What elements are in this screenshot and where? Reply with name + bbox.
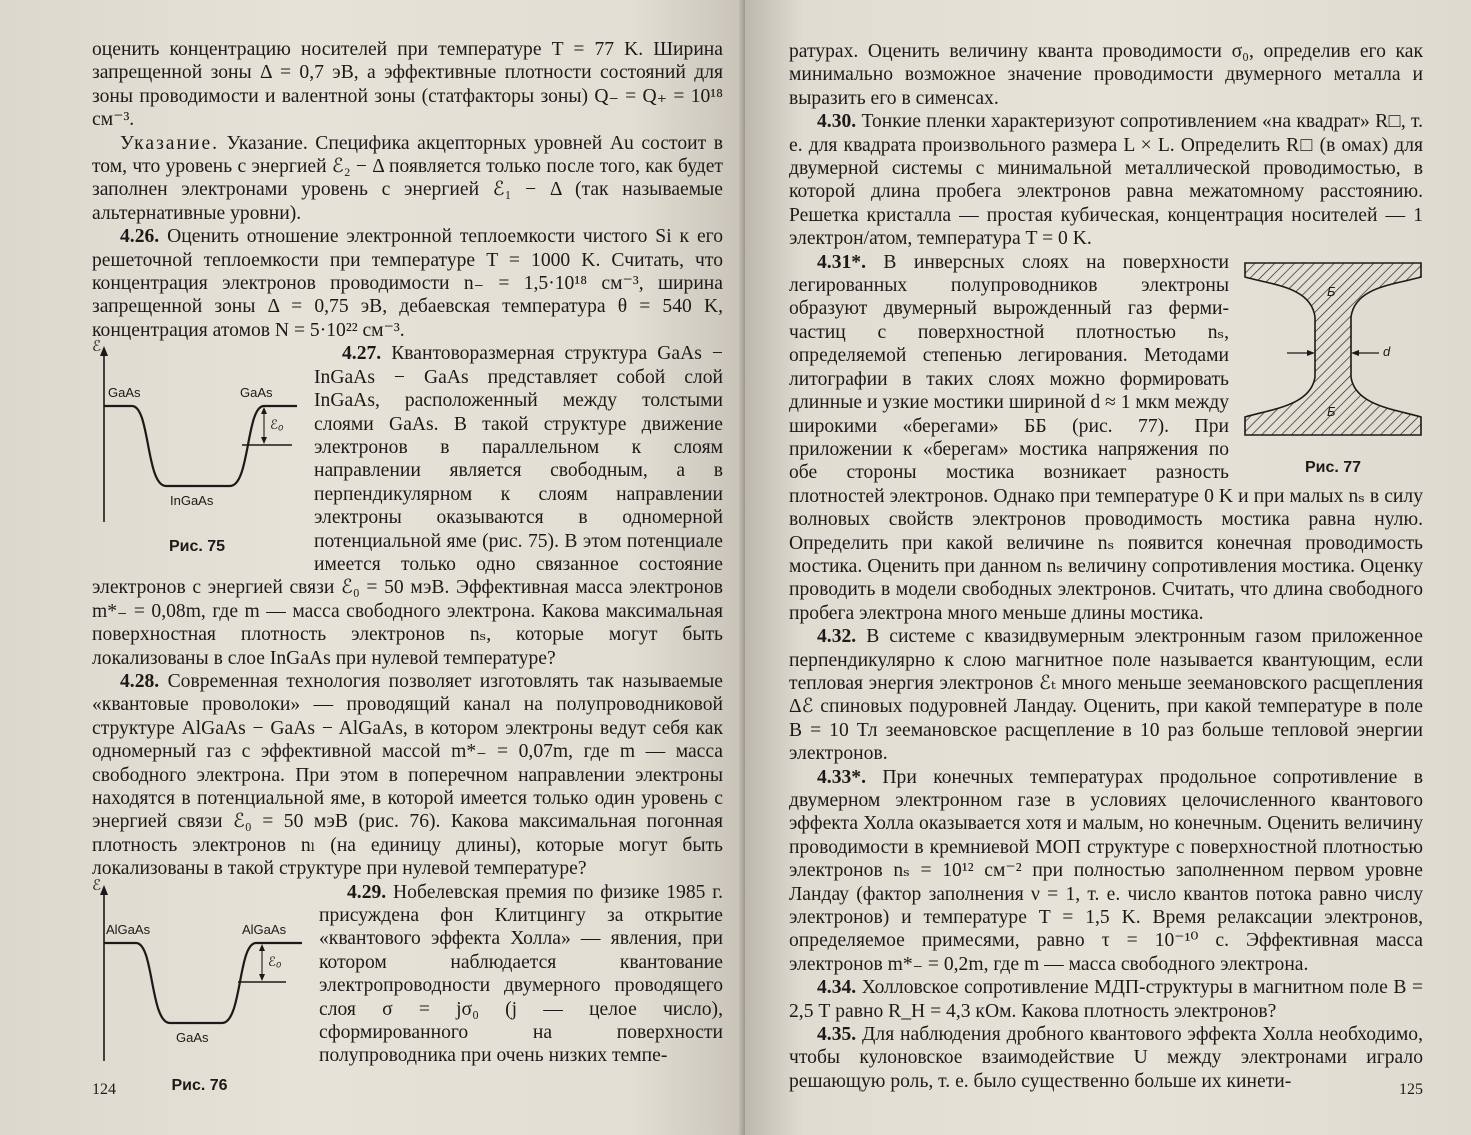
figure-caption: Рис. 77 <box>1304 458 1362 476</box>
width-label: d <box>1383 343 1391 359</box>
paragraph-continuation: оценить концентрацию носителей при температуре T = 77 K. Ширина запрещенной зоны Δ = 0,7 эВ, а эффективные плотности состояний для зоны проводимости и валентной зоны (статфакторы зоны) Q₋ = Q₊ = 10¹⁸ см⁻³. <box>92 39 723 131</box>
page-number: 125 <box>1399 1081 1423 1098</box>
problem-text: Тонкие пленки характеризуют сопротивлением «на квадрат» R□, т. е. для квадрата произвольного размера L × L. Определить R□ (в омах) для двумерной системы с минимальной металлической проводимостью, в которой длина пробега электронов равна межатомному расстоянию. Решетка кристалла — простая кубическая, концентрация носителей — 1 электрон/атом, температура T = 0 K. <box>789 111 1423 250</box>
problem-4-34 <box>789 976 1423 1023</box>
hint-label: Указание. <box>120 132 220 154</box>
paragraph-hint <box>92 132 723 226</box>
figure-caption: Рис. 76 <box>171 1076 228 1094</box>
problem-number: 4.28. <box>120 670 160 692</box>
problem-text: Для наблюдения дробного квантового эффекта Холла необходимо, чтобы кулоновское взаимодействие U между электронами играло решающую роль, т. е. было существенно больше их кинети- <box>789 1024 1424 1092</box>
problem-text: В инверсных слоях на поверхности легированных полупроводников электроны образуют двумерный вырожденный газ ферми-частиц с поверхностной плотностью nₛ, определяемой степенью легирования. Методами литографии в таких слоях можно формировать длинные и узкие мостики шириной d ≈ 1 мкм между широкими «берегами» ББ (рис. 77). При приложении к «берегам» мостика напряжения по обе стороны мостика возникает разность плотностей электронов. Однако при температуре 0 K и при малых nₛ в силу волновых свойств электронов проводимость мостика равна нулю. Определить при какой величине nₛ появится конечная проводимость мостика. Оценить при данном nₛ величину сопротивления мостика. Оценку проводить в модели свободных электронов. Считать, что длина свободного пробега электрона много меньше длины мостика. <box>789 251 1423 624</box>
hint-text: Указание. Специфика акцепторных уровней Au состоит в том, что уровень с энергией ℰ₂ − Δ появляется только после того, как будет заполнен электронами уровень с энергией ℰ₁ − Δ (так называемые альтернативные уровни). <box>92 132 723 224</box>
level-label: ℰ₀ <box>270 417 284 433</box>
barrier-left-label: GaAs <box>108 385 141 401</box>
barrier-right-label: GaAs <box>240 385 273 401</box>
figure-caption: Рис. 75 <box>168 538 226 556</box>
well-label: GaAs <box>176 1029 209 1045</box>
problem-text: Нобелевская премия по физике 1985 г. присуждена фон Клитцингу за открытие «квантового эффекта Холла» — явления, при котором наблюдается квантование электропроводности двумерного проводящего слоя σ = jσ₀ (j — целое число), сформированного на поверхности полупроводника при очень низких темпе- <box>319 881 723 1067</box>
barrier-right-label: AlGaAs <box>242 921 287 937</box>
problem-4-32 <box>789 625 1423 765</box>
problem-4-33 <box>789 766 1423 977</box>
problem-text: Современная технология позволяет изготовлять так называемые «квантовые проволоки» — проводящий канал на полупроводниковой структуре AlGaAs − GaAs − AlGaAs, в котором электроны ведут себя как одномерный газ с эффективной массой m*₋ = 0,07m, где m — масса свободного электрона. При этом в поперечном направлении электроны находятся в потенциальной яме, в которой имеется только один уровень с энергией связи ℰ₀ = 50 мэВ (рис. 76). Какова максимальная погонная плотность электронов nₗ (на единицу длины), которые могут быть локализованы в такой структуре при нулевой температуре? <box>92 670 723 880</box>
problem-4-28 <box>92 670 723 881</box>
problem-number: 4.30. <box>817 111 857 133</box>
problem-text: Холловское сопротивление МДП-структуры в магнитном поле B = 2,5 Т равно R_H = 4,3 кОм. Какова плотность электронов? <box>789 977 1423 1022</box>
problem-4-30 <box>789 110 1423 250</box>
figure-77 <box>1243 255 1423 477</box>
problem-4-35 <box>789 1023 1423 1093</box>
figure-75 <box>92 338 302 556</box>
problem-text: В системе с квазидвумерным электронным газом приложенное перпендикулярно к слою магнитное поле называется квантующим, если тепловая энергия электронов ℰₜ много меньше зеемановского расщепления Δℰ спиновых подуровней Ландау. Оценить, при какой температуре в поле B = 10 Тл зеемановское расщепление в 10 раз больше тепловой энергии электронов. <box>789 626 1424 765</box>
problem-number: 4.32. <box>817 626 857 648</box>
energy-axis-label: ℰ <box>92 338 102 356</box>
problem-text: При конечных температурах продольное сопротивление в двумерном электронном газе в условиях целочисленного квантового эффекта Холла оказывается хотя и малым, но конечным. Оценить величину проводимости в кремниевой МОП структуре с поверхностной плотностью электронов nₛ = 10¹² см⁻² при полностью заполненном первом уровне Ландау (фактор заполнения ν = 1, т. е. число квантов потока равно числу электронов) и температуре T = 1,5 K. Время релаксации электронов, определяемое примесями, равно τ = 10⁻¹⁰ с. Эффективная масса электронов m*₋ = 0,2m, где m — масса свободного электрона. <box>789 766 1423 975</box>
problem-number: 4.35. <box>817 1024 857 1046</box>
bank-top-label: Б <box>1327 283 1336 299</box>
problem-number: 4.31*. <box>817 251 866 273</box>
problem-4-26 <box>92 225 723 342</box>
page-number: 124 <box>92 1081 116 1098</box>
problem-text: Оценить отношение электронной теплоемкости чистого Si к его решеточной теплоемкости при температуре T = 1000 K. Считать, что концентрация электронов проводимости n₋ = 1,5·10¹⁸ см⁻³, ширина запрещенной зоны Δ = 0,75 эВ, дебаевская температура θ = 540 K, концентрация атомов N = 5·10²² см⁻³. <box>92 226 723 341</box>
problem-number: 4.26. <box>120 226 160 248</box>
level-label: ℰ₀ <box>268 953 282 969</box>
problem-text: Квантоворазмерная структура GaAs − InGaAs − GaAs представляет собой слой InGaAs, расположенный между толстыми слоями GaAs. В такой структуре движение электронов в параллельном к слоям направлении является свободным, а в перпендикулярном к слоям направлении электроны оказываются в одномерной потенциальной яме (рис. 75). В этом потенциале имеется только одно связанное состояние электронов с энергией связи ℰ₀ = 50 мэВ. Эффективная масса электронов m*₋ = 0,08m, где m — масса свободного электрона. Какова максимальная поверхностная плотность электронов nₛ, которые могут быть локализованы в слое InGaAs при нулевой температуре? <box>92 343 723 669</box>
problem-number: 4.27. <box>342 343 382 365</box>
energy-axis-label: ℰ <box>92 876 102 894</box>
paragraph-continuation: ратурах. Оценить величину кванта проводимости σ₀, определив его как минимально возможное значение проводимости двумерного металла и выразить его в сименсах. <box>789 41 1423 109</box>
right-page <box>745 0 1471 1135</box>
figure-76 <box>92 876 307 1095</box>
problem-number: 4.29. <box>347 881 387 903</box>
bank-bottom-label: Б <box>1327 403 1336 419</box>
problem-number: 4.33*. <box>817 766 866 788</box>
problem-number: 4.34. <box>817 977 857 999</box>
well-label: InGaAs <box>170 493 214 509</box>
barrier-left-label: AlGaAs <box>106 921 151 937</box>
